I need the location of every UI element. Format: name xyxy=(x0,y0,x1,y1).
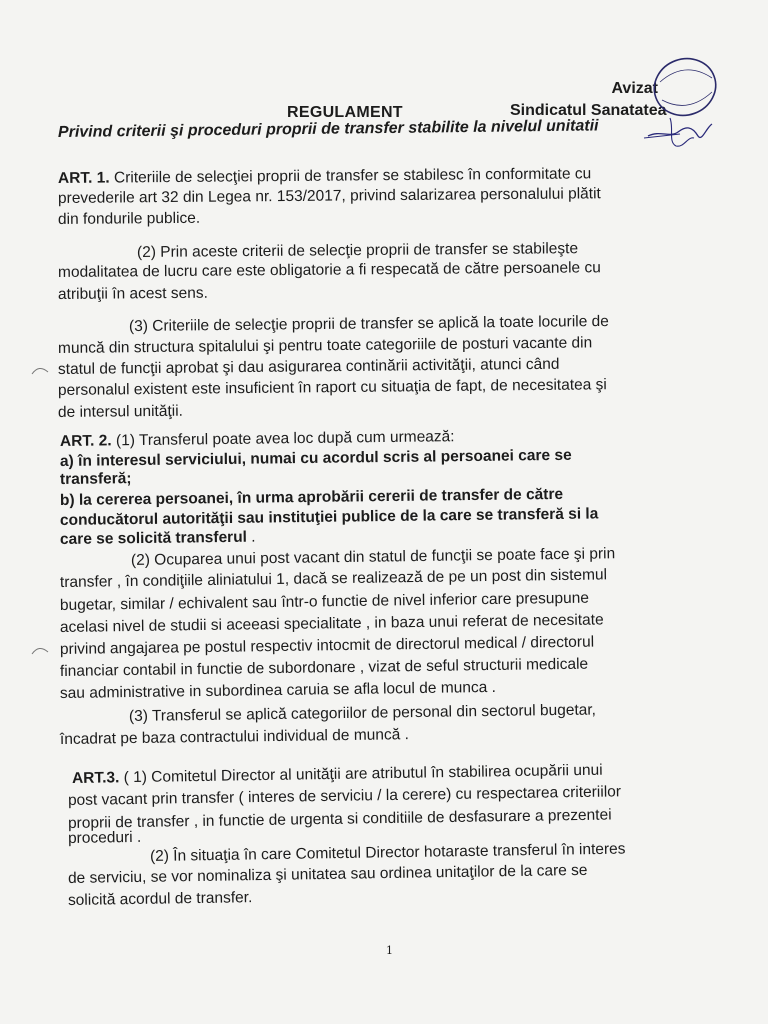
article-label: ART.3. xyxy=(71,769,120,787)
line-text: statul de funcţii aprobat şi dau asigurarea continării activităţii, atunci când xyxy=(57,355,560,378)
line-text: atribuţii în acest sens. xyxy=(57,284,208,303)
line-text: modalitatea de lucru care este obligatorie a fi respecată de către persoanele cu xyxy=(57,259,601,281)
punch-hole-mark xyxy=(30,642,50,656)
handwritten-signature xyxy=(640,108,720,158)
line-text: financiar contabil in functie de subordonare , vizat de seful structurii medicale xyxy=(59,655,589,680)
text-line xyxy=(58,165,591,188)
line-text: ( 1) Comitetul Director al unităţii are atributul în stabilirea ocupării unui xyxy=(119,761,603,787)
text-line xyxy=(60,611,604,637)
line-text: transfer , în condiţiile aliniatului 1, dacă se realizează de pe un post din sistemul xyxy=(59,566,608,591)
line-text: încadrat pe baza contractului individual de muncă . xyxy=(59,726,410,748)
line-text: a) în interesul serviciului, numai cu acordul scris al persoanei care se xyxy=(59,446,572,470)
text-line xyxy=(60,529,256,549)
line-text: din fondurile publice. xyxy=(57,209,201,228)
line-text: bugetar, similar / echivalent sau într-o functie de nivel inferior care presupune xyxy=(59,589,590,614)
line-text: privind angajarea pe postul respectiv intocmit de directorul medical / directorul xyxy=(59,633,595,658)
text-line xyxy=(60,470,132,489)
text-line xyxy=(58,356,560,379)
line-text: proprii de transfer , in functie de urgenta si conditiile de desfasurare a prezentei xyxy=(67,806,612,832)
line-text: (2) În situaţia în care Comitetul Director hotaraste transferul în interes xyxy=(149,840,626,865)
text-line xyxy=(129,313,609,336)
line-text: acelasi nivel de studii si aceeasi specialitate , in baza unui referat de necesitate xyxy=(59,611,604,636)
line-text: (1) Transferul poate avea loc după cum urmează: xyxy=(111,428,455,450)
line-text: sau administrative in subordinea caruia se afla locul de munca . xyxy=(59,678,497,702)
text-line xyxy=(58,403,183,422)
line-text: conducătorul autorităţii sau instituţiei publice de la care se transferă si la xyxy=(59,505,599,529)
text-line xyxy=(68,862,588,888)
text-line xyxy=(60,428,455,451)
line-text: post vacant prin transfer ( interes de serviciu / la cerere) cu respectarea criteriilor xyxy=(67,783,622,809)
line-text: (3) Transferul se aplică categoriilor de personal din sectorul bugetar, xyxy=(128,701,597,725)
page-number: 1 xyxy=(386,944,393,957)
line-text: solicită acordul de transfer. xyxy=(67,889,253,909)
line-text: muncă din structura spitalului şi pentru toate categoriile de posturi vacante din xyxy=(57,334,593,357)
line-text: de serviciu, se vor nominaliza şi unitatea sau ordinea unitaţilor de la care se xyxy=(67,861,588,887)
text-line xyxy=(68,783,621,810)
line-text: transferă; xyxy=(59,470,132,488)
line-text: Criteriile de selecţiei proprii de transfer se stabilesc în conformitate cu xyxy=(109,165,592,187)
text-line xyxy=(58,376,607,400)
text-line xyxy=(60,634,594,659)
text-line xyxy=(58,334,592,358)
article-label: ART. 1. xyxy=(57,169,110,187)
text-line xyxy=(58,285,208,304)
text-line xyxy=(129,701,596,726)
line-text: prevederile art 32 din Legea nr. 153/2017, privind salarizarea personalului plătit xyxy=(57,185,601,207)
text-line xyxy=(60,679,496,703)
article-label: ART. 2. xyxy=(59,432,112,450)
line-text: care se solicită transferul xyxy=(59,528,248,548)
line-text: (2) Ocuparea unui post vacant din statul de funcţii se poate face şi prin xyxy=(130,545,616,569)
line-text: de intersul unităţii. xyxy=(57,402,184,421)
punch-hole-mark xyxy=(30,362,50,376)
line-text: proceduri . xyxy=(67,828,142,847)
text-line xyxy=(68,829,142,848)
text-line xyxy=(68,806,612,833)
document-subtitle: Privind criterii şi proceduri proprii de transfer stabilite la nivelul unitatii xyxy=(57,117,599,141)
line-text: personalul existent este insuficient în raport cu situaţia de fapt, de necesitatea şi xyxy=(57,376,607,399)
text-line xyxy=(58,259,601,282)
line-tail: . xyxy=(246,528,256,546)
text-line xyxy=(60,505,599,530)
text-line xyxy=(60,566,607,592)
document-title: REGULAMENT xyxy=(287,104,403,121)
approval-label: Avizat xyxy=(611,80,658,97)
line-text: (3) Criteriile de selecţie proprii de transfer se aplică la toate locurile de xyxy=(128,312,609,335)
text-line xyxy=(60,726,409,749)
text-line xyxy=(60,447,572,471)
text-line xyxy=(60,590,589,615)
text-line xyxy=(58,185,601,208)
text-line xyxy=(68,889,253,910)
line-text: (2) Prin aceste criterii de selecţie proprii de transfer se stabileşte xyxy=(136,240,579,261)
text-line xyxy=(60,656,588,681)
text-line xyxy=(58,210,200,229)
line-text: b) la cererea persoanei, în urma aprobării cererii de transfer de către xyxy=(59,485,564,509)
text-line xyxy=(137,240,578,262)
union-name: Sindicatul Sanatatea xyxy=(510,102,667,119)
